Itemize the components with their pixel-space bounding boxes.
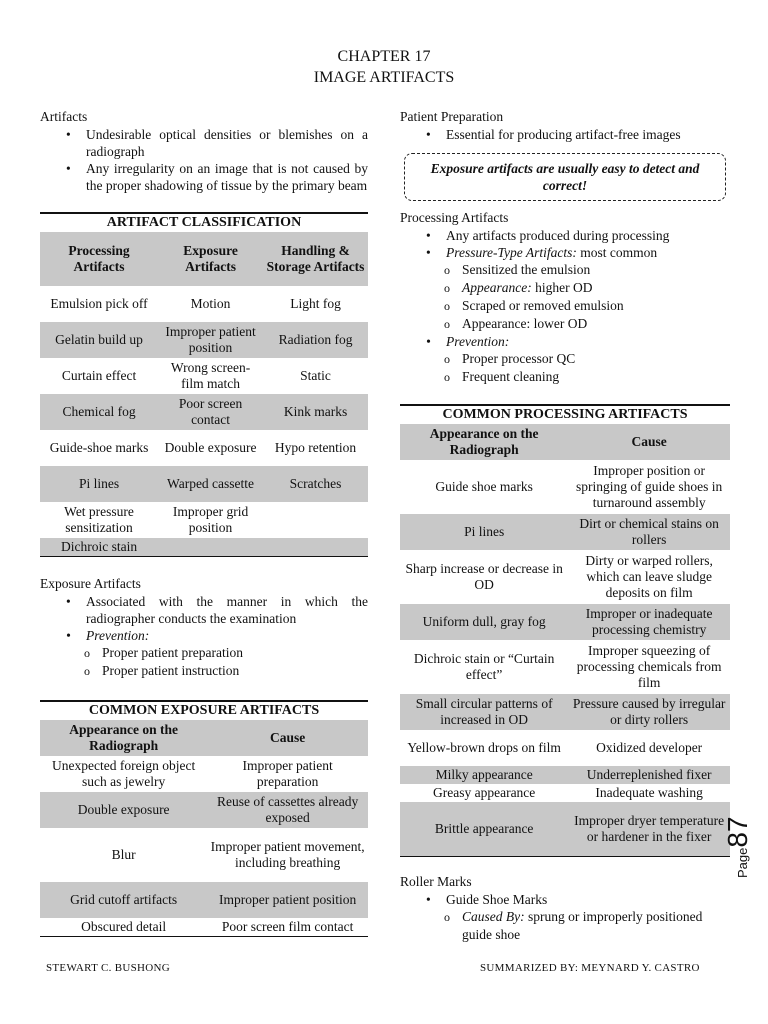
classification-title: ARTIFACT CLASSIFICATION [40, 212, 368, 232]
common-exposure-table [40, 720, 368, 937]
footer-summarizer: SUMMARIZED BY: MEYNARD Y. CASTRO [480, 962, 700, 974]
table-cell: Improper patient preparation [242, 758, 333, 789]
table-cell: Blur [111, 847, 136, 862]
table-row [40, 756, 368, 792]
table-cell: Dirt or chemical stains on rollers [568, 514, 730, 550]
table-cell: Poor screen film contact [221, 919, 354, 934]
table-cell: Emulsion pick off [50, 296, 148, 311]
table-row [400, 766, 730, 784]
table-cell: Pi lines [40, 466, 158, 502]
table-cell: Improper grid position [172, 504, 249, 535]
table-cell: Uniform dull, gray fog [400, 604, 568, 640]
table-cell: Light fog [290, 296, 341, 311]
table-cell: Sharp increase or decrease in OD [405, 561, 563, 592]
page-word: Page [735, 847, 750, 878]
table-row [400, 550, 730, 604]
exposure-callout-box: Exposure artifacts are usually easy to detect and correct! [404, 153, 726, 201]
common-processing-table [400, 424, 730, 857]
artifacts-heading: Artifacts [40, 109, 88, 124]
table-row [400, 784, 730, 802]
table-cell: Scratches [263, 466, 368, 502]
artifacts-bullet: • Undesirable optical densities or blemishes on a radiograph [60, 126, 368, 160]
table-cell: Brittle appearance [400, 802, 568, 856]
chapter-title: IMAGE ARTIFACTS [313, 69, 455, 86]
pressure-item: o Appearance: higher OD [440, 279, 730, 297]
pressure-type-list [440, 261, 730, 333]
table-row [40, 286, 368, 322]
classification-table [40, 232, 368, 557]
roller-marks-heading: Roller Marks [400, 873, 472, 889]
table-header-cell: Cause [207, 720, 368, 756]
table-cell: Improper squeezing of processing chemicals from film [576, 643, 722, 690]
table-row [400, 694, 730, 730]
table-cell: Radiation fog [263, 322, 368, 358]
patient-prep-bullet: • Essential for producing artifact-free images [420, 126, 730, 143]
table-cell: Grid cutoff artifacts [40, 882, 207, 918]
table-row [400, 802, 730, 856]
table-cell: Warped cassette [158, 466, 263, 502]
table-row [40, 358, 368, 394]
table-cell: Improper patient position [207, 882, 368, 918]
table-cell: Kink marks [263, 394, 368, 430]
table-cell: Improper patient movement, including breathing [210, 839, 365, 870]
page-number [722, 818, 762, 878]
table-header-cell: Handling & Storage Artifacts [263, 232, 368, 286]
table-row [40, 394, 368, 430]
artifacts-bullets [60, 126, 368, 194]
pressure-type-text: most common [576, 245, 658, 260]
pressure-item: o Sensitized the emulsion [440, 261, 730, 279]
table-row [400, 604, 730, 640]
common-exposure-title: COMMON EXPOSURE ARTIFACTS [40, 700, 368, 720]
right-column [400, 108, 730, 944]
table-cell: Improper dryer temperature or hardener in the fixer [568, 802, 730, 856]
table-cell: Dichroic stain or “Curtain effect” [413, 651, 555, 682]
table-cell: Static [300, 368, 331, 383]
table-cell: Pi lines [400, 514, 568, 550]
pressure-item: o Appearance: lower OD [440, 315, 730, 333]
table-cell [263, 538, 368, 557]
table-cell: Double exposure [40, 792, 207, 828]
common-processing-title: COMMON PROCESSING ARTIFACTS [400, 404, 730, 424]
prevention-item: o Proper patient preparation [80, 644, 368, 662]
table-cell: Chemical fog [40, 394, 158, 430]
table-row [400, 730, 730, 766]
table-cell: Dirty or warped rollers, which can leave sludge deposits on film [585, 553, 713, 600]
table-cell: Oxidized developer [596, 740, 703, 755]
chapter-number: CHAPTER 17 [337, 48, 431, 65]
table-row [400, 460, 730, 514]
table-header-row [40, 720, 368, 756]
patient-prep-bullets [420, 126, 730, 143]
table-cell [158, 538, 263, 557]
table-cell: Yellow-brown drops on film [407, 740, 561, 755]
table-cell: Greasy appearance [432, 785, 536, 800]
guide-shoe-bullet: • Guide Shoe Marks [420, 891, 730, 908]
table-cell: Wet pressure sensitization [64, 504, 134, 535]
table-cell: Inadequate washing [595, 785, 703, 800]
table-row [40, 430, 368, 466]
prevention-item: o Proper patient instruction [80, 662, 368, 680]
table-cell: Guide-shoe marks [49, 440, 149, 455]
table-header-cell: Appearance on the Radiograph [40, 720, 207, 756]
table-row [40, 792, 368, 828]
table-header-cell: Processing Artifacts [40, 232, 158, 286]
table-header-cell: Cause [568, 424, 730, 460]
pressure-item: o Scraped or removed emulsion [440, 297, 730, 315]
table-cell: Guide shoe marks [435, 479, 533, 494]
table-header-row [40, 232, 368, 286]
table-header-row [400, 424, 730, 460]
exposure-prevention-list [80, 644, 368, 680]
processing-bullets [420, 227, 730, 261]
table-header-cell: Appearance on the Radiograph [400, 424, 568, 460]
pressure-type-bullet [420, 244, 730, 261]
table-cell: Small circular patterns of increased in OD [400, 694, 568, 730]
left-column [40, 108, 368, 937]
page-number-value: 87 [722, 816, 753, 848]
table-cell: Motion [190, 296, 231, 311]
pressure-type-label: Pressure-Type Artifacts: [446, 245, 577, 260]
table-cell: Dichroic stain [40, 538, 158, 557]
processing-artifacts-heading: Processing Artifacts [400, 210, 509, 225]
table-row [400, 514, 730, 550]
table-cell: Curtain effect [61, 368, 137, 383]
exposure-bullet: • Associated with the manner in which the radiographer conducts the examination [60, 593, 368, 627]
processing-bullet: • Any artifacts produced during processing [420, 227, 730, 244]
table-cell: Underreplenished fixer [568, 766, 730, 784]
table-row [40, 538, 368, 557]
table-cell: Improper patient position [158, 322, 263, 358]
table-cell: Pressure caused by irregular or dirty rollers [568, 694, 730, 730]
table-row [40, 466, 368, 502]
table-cell: Hypo retention [274, 440, 357, 455]
table-row [400, 640, 730, 694]
prevention-item: o Frequent cleaning [440, 368, 730, 386]
table-row [40, 828, 368, 882]
table-cell: Reuse of cassettes already exposed [207, 792, 368, 828]
patient-prep-heading: Patient Preparation [400, 109, 504, 124]
table-cell: Improper position or springing of guide shoes in turnaround assembly [576, 463, 723, 510]
exposure-artifacts-heading: Exposure Artifacts [40, 576, 141, 591]
table-cell: Milky appearance [400, 766, 568, 784]
footer-author: STEWART C. BUSHONG [46, 962, 171, 974]
caused-by-item: o Caused By: sprung or improperly positioned guide shoe [440, 908, 730, 944]
table-row [40, 918, 368, 937]
table-cell: Obscured detail [81, 919, 167, 934]
table-cell: Poor screen contact [158, 394, 263, 430]
table-cell: Unexpected foreign object such as jewelry [52, 758, 196, 789]
table-cell: Double exposure [164, 440, 257, 455]
table-cell: Gelatin build up [40, 322, 158, 358]
artifacts-bullet: • Any irregularity on an image that is not caused by the proper shadowing of tissue by the primary beam [60, 160, 368, 194]
processing-prevention-label: • Prevention: [420, 333, 730, 350]
table-row [40, 502, 368, 538]
table-cell: Improper or inadequate processing chemistry [568, 604, 730, 640]
exposure-artifacts-bullets [60, 593, 368, 644]
table-row [40, 322, 368, 358]
table-row [40, 882, 368, 918]
prevention-item: o Proper processor QC [440, 350, 730, 368]
table-cell [263, 502, 368, 538]
table-header-cell: Exposure Artifacts [158, 232, 263, 286]
exposure-prevention-label: • Prevention: [60, 627, 368, 644]
table-cell: Wrong screen-film match [170, 360, 251, 391]
processing-prevention-list [440, 350, 730, 386]
